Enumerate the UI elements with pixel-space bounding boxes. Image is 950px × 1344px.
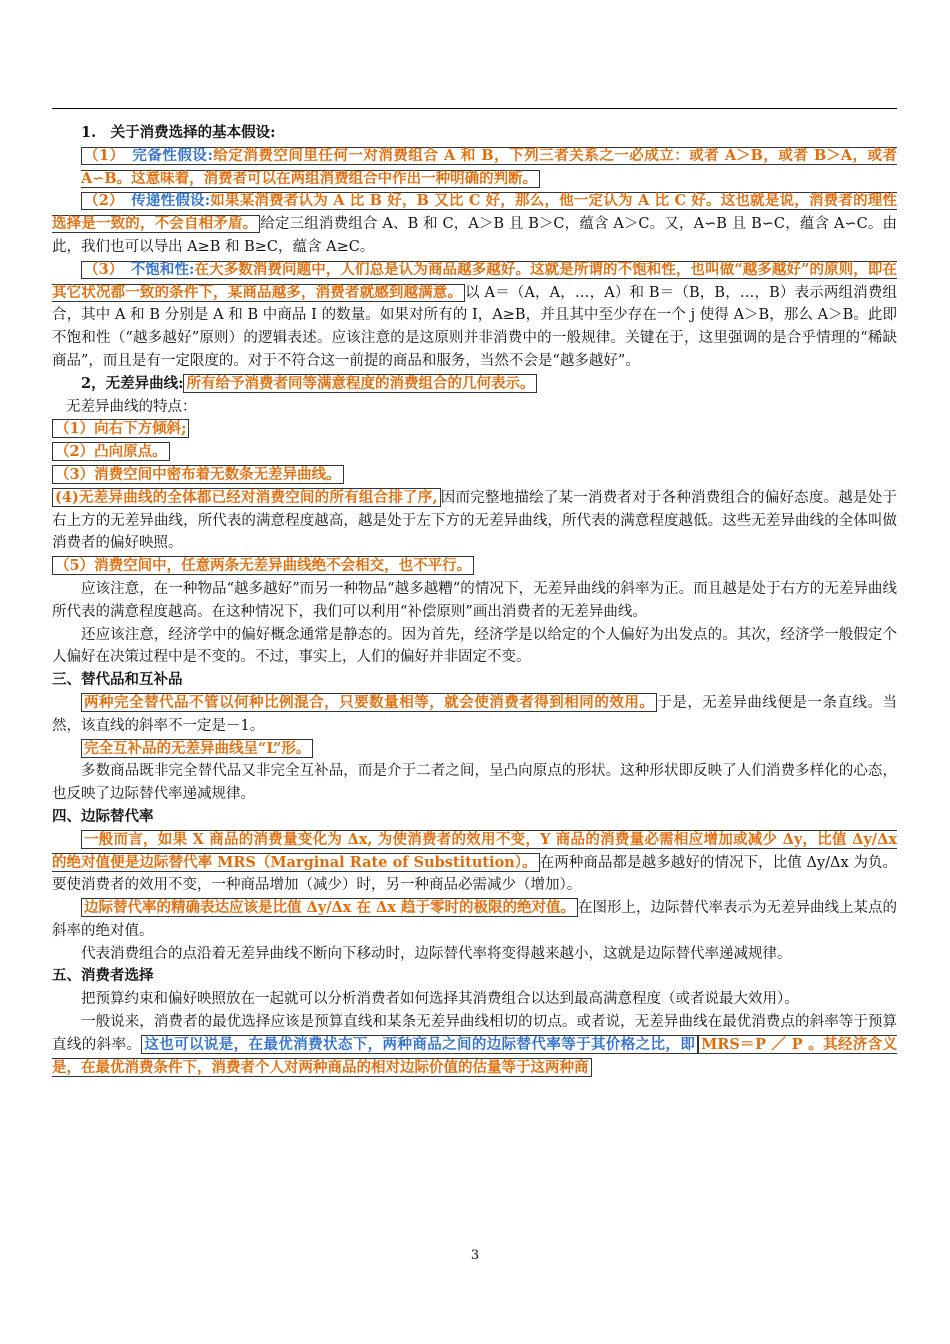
section-4-paragraph-2: 边际替代率的精确表达应该是比值 Δy/Δx 在 Δx 趋于零时的极限的绝对值。 在图形上，边际替代率表示为无差异曲线上某点的斜率的绝对值。 [52, 899, 898, 939]
assumption-1 [52, 145, 897, 191]
assumption-2-title: 传递性假设: [131, 192, 211, 210]
section-5-highlight-blue: 这也可以说是，在最优消费状态下，两种商品之间的边际替代率等于其价格之比，即 [141, 1035, 698, 1054]
assumption-3 [52, 259, 897, 373]
assumption-1-text: 给定消费空间里任何一对消费组合 A 和 B，下列三者关系之一必成立：或者 A＞B，或者 B＞A，或者 A∽B。这意味着，消费者可以在两组消费组合中作出一种明确的判断。 [81, 146, 897, 187]
section-2-paragraph-1: 应该注意，在一种物品“越多越好”而另一种物品“越多越糟”的情况下，无差异曲线的斜率为正。而且越是处于右方的无差异曲线所代表的满意程度越高。在这种情况下，我们可以利用“补偿原则”画出消费者的无差异曲线。 [52, 580, 897, 620]
section-2-paragraph-2: 还应该注意，经济学中的偏好概念通常是静态的。因为首先，经济学是以给定的个人偏好为出发点的。其次，经济学一般假定个人偏好在决策过程中是不变的。不过，事实上，人们的偏好并非固定不变。 [52, 626, 897, 666]
feature-5: （5）消费空间中，任意两条无差异曲线绝不会相交，也不平行。 [52, 555, 897, 578]
document-body [52, 122, 897, 1079]
feature-4: (4)无差异曲线的全体都已经对消费空间的所有组合排了序, 因而完整地描绘了某一消费者对于各种消费组合的偏好态度。越是处于右上方的无差异曲线，所代表的满意程度越高，越是处于左下方的无差异曲线，所代表的满意程度越低。这些无差异曲线的全体叫做消费者的偏好映照。 [52, 488, 897, 552]
section-3-paragraph-2: 完全互补品的无差异曲线呈“L”形。 [52, 738, 897, 761]
section-4-title: 四、边际替代率 [52, 807, 154, 825]
feature-2: （2）凸向原点。 [52, 441, 897, 464]
assumption-3-text: 以 A＝（A，A，…，A）和 B＝（B，B，…，B）表示两组消费组合，其中 A 和 B 分别是 A 和 B 中商品 I 的数量。如果对所有的 I，A≥B，并且其中至少存在一个 j 使得 A＞B，那么 A＞B。此即不饱和性（“越多越好”原则）的逻辑表述。应该注意的是这原则并非消费中的一般规律。关键在于，这里强调的是合乎情理的“稀缺商品”，而且是有一定限度的。对于不符合这一前提的商品和服务，当然不会是“越多越好”。 [52, 284, 897, 369]
section-4-paragraph-3: 代表消费组合的点沿着无差异曲线不断向下移动时，边际替代率将变得越来越小，这就是边际替代率递减规律。 [81, 945, 792, 962]
section-2-title: 2，无差异曲线: [81, 374, 184, 392]
section-5-paragraph-1: 把预算约束和偏好映照放在一起就可以分析消费者如何选择其消费组合以达到最高满意程度（或者说最大效用）。 [81, 991, 799, 1008]
section-4-paragraph-1: 一般而言，如果 X 商品的消费量变化为 Δx, 为使消费者的效用不变，Y 商品的消费量必需相应增加或减少 Δy，比值 Δy/Δx 的绝对值便是边际替代率 MRS（Marginal Rate of Substitution）。 在两种商品都是越多越好的情况下，比值 Δy/Δx 为负。要使消费者的效用不变，一种商品增加（减少）时，另一种商品必需减少（增加）。 [52, 830, 897, 894]
section-3-paragraph-1: 两种完全替代品不管以何种比例混合，只要数量相等，就会使消费者得到相同的效用。 于是，无差异曲线便是一条直线。当然，该直线的斜率不一定是－1。 [52, 693, 897, 734]
assumption-2-text-highlight: 如果某消费者认为 A 比 B 好，B 又比 C 好，那么，他一定认为 A 比 C 好。这也就是说，消费者的理性选择是一致的，不会自相矛盾。 [52, 192, 897, 233]
section-2-definition: 所有给予消费者同等满意程度的消费组合的几何表示。 [183, 374, 537, 393]
assumption-1-title: 完备性假设: [132, 146, 213, 164]
section-5-highlight-orange: MRS＝P ／ P 。其经济含义是，在最优消费条件下，消费者个人对两种商品的相对边际价值的估量等于这两种商 [52, 1035, 898, 1076]
section-2-heading [52, 373, 897, 396]
section-1-title: 1. 关于消费选择的基本假设: [81, 124, 276, 141]
assumption-1-number: （1） [84, 146, 118, 164]
feature-1: （1）向右下方倾斜; [52, 418, 897, 441]
section-3-paragraph-3: 多数商品既非完全替代品又非完全互补品，而是介于二者之间，呈凸向原点的形状。这种形状即反映了人们消费多样化的心态，也反映了边际替代率递减规律。 [52, 763, 897, 803]
features-label: 无差异曲线的特点： [66, 398, 197, 415]
section-5-paragraph-2: 一般说来，消费者的最优选择应该是预算直线和某条无差异曲线相切的切点。或者说，无差异曲线在最优消费点的斜率等于预算直线的斜率。 这也可以说是，在最优消费状态下，两种商品之间的边际替代率等于其价格之比，即 MRS＝P ／ P 。其经济含义是，在最优消费条件下，消费者个人对两种商品的相对边际价值的估量等于这两种商 [52, 1014, 898, 1076]
assumption-1-box [81, 147, 897, 188]
assumption-2 [52, 190, 897, 258]
section-3-title: 三、替代品和互补品 [52, 671, 183, 689]
page-number: 3 [470, 1248, 480, 1263]
feature-3: （3）消费空间中密布着无数条无差异曲线。 [52, 464, 897, 487]
assumption-2-number: （2） [84, 192, 117, 210]
assumption-2-text: 给定三组消费组合 A、B 和 C，A＞B 且 B＞C，蕴含 A＞C。又，A∽B 且 B∽C，蕴含 A∽C。由此，我们也可以导出 A≥B 和 B≥C，蕴含 A≥C。 [52, 216, 897, 255]
assumption-3-title: 不饱和性: [130, 260, 195, 278]
assumption-3-text-highlight: 在大多数消费问题中，人们总是认为商品越多越好。这就是所谓的不饱和性，也叫做“越多越好”的原则，即在其它状况都一致的条件下，某商品越多，消费者就感到越满意。 [52, 260, 897, 301]
assumption-3-number: （3） [84, 260, 117, 278]
header-rule [52, 108, 897, 109]
section-5-title: 五、消费者选择 [52, 967, 154, 985]
